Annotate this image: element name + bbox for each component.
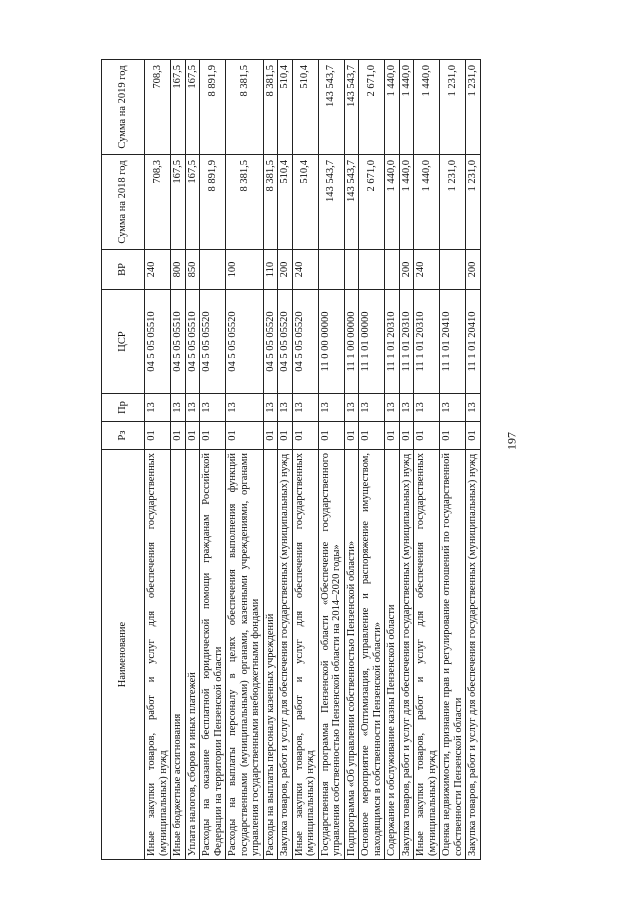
cell-name: Основное мероприятие «Оптимизация, управление и распоряжение имуществом, находящимся в собственности Пензенской области» bbox=[359, 450, 385, 860]
cell-rz: 01 bbox=[344, 422, 359, 450]
cell-csr: 04 5 05 05520 bbox=[226, 290, 264, 394]
cell-name: Расходы на выплаты персоналу в целях обеспечения выполнения функций государственными (муниципальными) органами, казенными учреждениями, органами управления государственными внебюджетными фондами bbox=[226, 450, 264, 860]
header-pr: Пр bbox=[102, 394, 145, 422]
cell-vr bbox=[440, 250, 466, 290]
table-body bbox=[145, 60, 481, 860]
cell-rz: 01 bbox=[318, 422, 344, 450]
cell-sum-2019: 1 440,0 bbox=[414, 60, 440, 155]
cell-vr bbox=[359, 250, 385, 290]
cell-vr: 850 bbox=[185, 250, 200, 290]
header-sum-2019: Сумма на 2019 год bbox=[102, 60, 145, 155]
table-header bbox=[102, 60, 145, 860]
cell-sum-2019: 143 543,7 bbox=[318, 60, 344, 155]
cell-name: Расходы на выплаты персоналу казенных учреждений bbox=[263, 450, 278, 860]
cell-name: Закупка товаров, работ и услуг для обеспечения государственных (муниципальных) нужд bbox=[466, 450, 481, 860]
table-row bbox=[145, 60, 171, 860]
header-rz: Рз bbox=[102, 422, 145, 450]
header-row bbox=[102, 60, 145, 860]
cell-vr: 800 bbox=[171, 250, 186, 290]
table-row bbox=[292, 60, 318, 860]
table-row bbox=[200, 60, 226, 860]
cell-sum-2019: 8 891,9 bbox=[200, 60, 226, 155]
cell-csr: 11 1 01 20310 bbox=[414, 290, 440, 394]
cell-rz: 01 bbox=[292, 422, 318, 450]
cell-sum-2019: 1 231,0 bbox=[440, 60, 466, 155]
cell-name: Иные бюджетные ассигнования bbox=[171, 450, 186, 860]
cell-pr: 13 bbox=[344, 394, 359, 422]
table-row bbox=[278, 60, 293, 860]
cell-pr: 13 bbox=[385, 394, 400, 422]
cell-pr: 13 bbox=[200, 394, 226, 422]
cell-sum-2019: 1 440,0 bbox=[385, 60, 400, 155]
cell-sum-2018: 143 543,7 bbox=[318, 155, 344, 250]
cell-vr: 200 bbox=[399, 250, 414, 290]
cell-csr: 11 0 00 00000 bbox=[318, 290, 344, 394]
cell-vr bbox=[385, 250, 400, 290]
rotated-page bbox=[101, 60, 563, 860]
cell-sum-2018: 167,5 bbox=[185, 155, 200, 250]
cell-sum-2018: 1 440,0 bbox=[399, 155, 414, 250]
table-row bbox=[359, 60, 385, 860]
cell-name: Государственная программа Пензенской области «Обеспечение государственного управления собственностью Пензенской области на 2014–2020 годы» bbox=[318, 450, 344, 860]
cell-rz: 01 bbox=[200, 422, 226, 450]
cell-vr bbox=[200, 250, 226, 290]
cell-pr: 13 bbox=[171, 394, 186, 422]
table-row bbox=[171, 60, 186, 860]
page-number: 197 bbox=[504, 432, 519, 450]
cell-rz: 01 bbox=[171, 422, 186, 450]
cell-rz: 01 bbox=[226, 422, 264, 450]
cell-csr: 04 5 05 05510 bbox=[185, 290, 200, 394]
header-vr: ВР bbox=[102, 250, 145, 290]
cell-pr: 13 bbox=[318, 394, 344, 422]
cell-rz: 01 bbox=[185, 422, 200, 450]
cell-vr: 100 bbox=[226, 250, 264, 290]
table-row bbox=[344, 60, 359, 860]
cell-sum-2018: 708,3 bbox=[145, 155, 171, 250]
cell-sum-2018: 143 543,7 bbox=[344, 155, 359, 250]
cell-sum-2018: 8 381,5 bbox=[263, 155, 278, 250]
cell-pr: 13 bbox=[414, 394, 440, 422]
cell-sum-2019: 8 381,5 bbox=[226, 60, 264, 155]
cell-csr: 11 1 01 20310 bbox=[385, 290, 400, 394]
cell-name: Расходы на оказание бесплатной юридической помощи гражданам Российской Федерации на территории Пензенской области bbox=[200, 450, 226, 860]
cell-name: Иные закупки товаров, работ и услуг для обеспечения государственных (муниципальных) нужд bbox=[145, 450, 171, 860]
cell-vr: 240 bbox=[145, 250, 171, 290]
cell-rz: 01 bbox=[278, 422, 293, 450]
cell-csr: 11 1 01 20410 bbox=[440, 290, 466, 394]
cell-csr: 04 5 05 05520 bbox=[278, 290, 293, 394]
cell-vr bbox=[344, 250, 359, 290]
cell-pr: 13 bbox=[399, 394, 414, 422]
cell-sum-2018: 167,5 bbox=[171, 155, 186, 250]
cell-sum-2019: 167,5 bbox=[185, 60, 200, 155]
table-row bbox=[466, 60, 481, 860]
cell-vr: 200 bbox=[278, 250, 293, 290]
cell-name: Подпрограмма «Об управлении собственностью Пензенской области» bbox=[344, 450, 359, 860]
cell-name: Закупка товаров, работ и услуг для обеспечения государственных (муниципальных) нужд bbox=[278, 450, 293, 860]
cell-sum-2018: 1 440,0 bbox=[385, 155, 400, 250]
cell-name: Закупка товаров, работ и услуг для обеспечения государственных (муниципальных) нужд bbox=[399, 450, 414, 860]
cell-csr: 11 1 01 20410 bbox=[466, 290, 481, 394]
table-row bbox=[399, 60, 414, 860]
cell-csr: 04 5 05 05520 bbox=[292, 290, 318, 394]
cell-rz: 01 bbox=[263, 422, 278, 450]
cell-pr: 13 bbox=[263, 394, 278, 422]
table-row bbox=[185, 60, 200, 860]
cell-rz: 01 bbox=[399, 422, 414, 450]
cell-name: Уплата налогов, сборов и иных платежей bbox=[185, 450, 200, 860]
cell-sum-2019: 1 231,0 bbox=[466, 60, 481, 155]
cell-rz: 01 bbox=[466, 422, 481, 450]
cell-sum-2019: 1 440,0 bbox=[399, 60, 414, 155]
cell-vr bbox=[318, 250, 344, 290]
header-csr: ЦСР bbox=[102, 290, 145, 394]
cell-vr: 110 bbox=[263, 250, 278, 290]
cell-sum-2018: 8 891,9 bbox=[200, 155, 226, 250]
cell-pr: 13 bbox=[278, 394, 293, 422]
table-row bbox=[414, 60, 440, 860]
cell-rz: 01 bbox=[145, 422, 171, 450]
cell-rz: 01 bbox=[359, 422, 385, 450]
cell-rz: 01 bbox=[385, 422, 400, 450]
cell-csr: 11 1 00 00000 bbox=[344, 290, 359, 394]
cell-rz: 01 bbox=[440, 422, 466, 450]
cell-pr: 13 bbox=[440, 394, 466, 422]
cell-pr: 13 bbox=[185, 394, 200, 422]
cell-vr: 240 bbox=[414, 250, 440, 290]
cell-sum-2018: 510,4 bbox=[292, 155, 318, 250]
cell-sum-2018: 1 440,0 bbox=[414, 155, 440, 250]
cell-rz: 01 bbox=[414, 422, 440, 450]
cell-csr: 04 5 05 05520 bbox=[200, 290, 226, 394]
cell-sum-2019: 510,4 bbox=[278, 60, 293, 155]
cell-name: Оценка недвижимости, признание прав и регулирование отношений по государственной собственности Пензенской области bbox=[440, 450, 466, 860]
cell-pr: 13 bbox=[359, 394, 385, 422]
table-row bbox=[385, 60, 400, 860]
cell-pr: 13 bbox=[292, 394, 318, 422]
cell-csr: 11 1 01 20310 bbox=[399, 290, 414, 394]
cell-vr: 200 bbox=[466, 250, 481, 290]
cell-sum-2018: 1 231,0 bbox=[440, 155, 466, 250]
cell-sum-2018: 510,4 bbox=[278, 155, 293, 250]
budget-table bbox=[101, 59, 481, 860]
cell-sum-2019: 2 671,0 bbox=[359, 60, 385, 155]
table-row bbox=[440, 60, 466, 860]
cell-pr: 13 bbox=[466, 394, 481, 422]
cell-vr: 240 bbox=[292, 250, 318, 290]
table-row bbox=[226, 60, 264, 860]
cell-sum-2019: 8 381,5 bbox=[263, 60, 278, 155]
table-row bbox=[318, 60, 344, 860]
cell-sum-2018: 1 231,0 bbox=[466, 155, 481, 250]
cell-sum-2019: 143 543,7 bbox=[344, 60, 359, 155]
header-sum-2018: Сумма на 2018 год bbox=[102, 155, 145, 250]
cell-sum-2018: 2 671,0 bbox=[359, 155, 385, 250]
cell-pr: 13 bbox=[226, 394, 264, 422]
cell-sum-2019: 510,4 bbox=[292, 60, 318, 155]
cell-csr: 11 1 01 00000 bbox=[359, 290, 385, 394]
cell-pr: 13 bbox=[145, 394, 171, 422]
cell-name: Иные закупки товаров, работ и услуг для обеспечения государственных (муниципальных) нужд bbox=[292, 450, 318, 860]
cell-name: Содержание и обслуживание казны Пензенской области bbox=[385, 450, 400, 860]
cell-name: Иные закупки товаров, работ и услуг для обеспечения государственных (муниципальных) нужд bbox=[414, 450, 440, 860]
cell-sum-2019: 708,3 bbox=[145, 60, 171, 155]
cell-sum-2019: 167,5 bbox=[171, 60, 186, 155]
cell-csr: 04 5 05 05510 bbox=[171, 290, 186, 394]
header-name: Наименование bbox=[102, 450, 145, 860]
table-row bbox=[263, 60, 278, 860]
cell-csr: 04 5 05 05510 bbox=[145, 290, 171, 394]
cell-sum-2018: 8 381,5 bbox=[226, 155, 264, 250]
cell-csr: 04 5 05 05520 bbox=[263, 290, 278, 394]
